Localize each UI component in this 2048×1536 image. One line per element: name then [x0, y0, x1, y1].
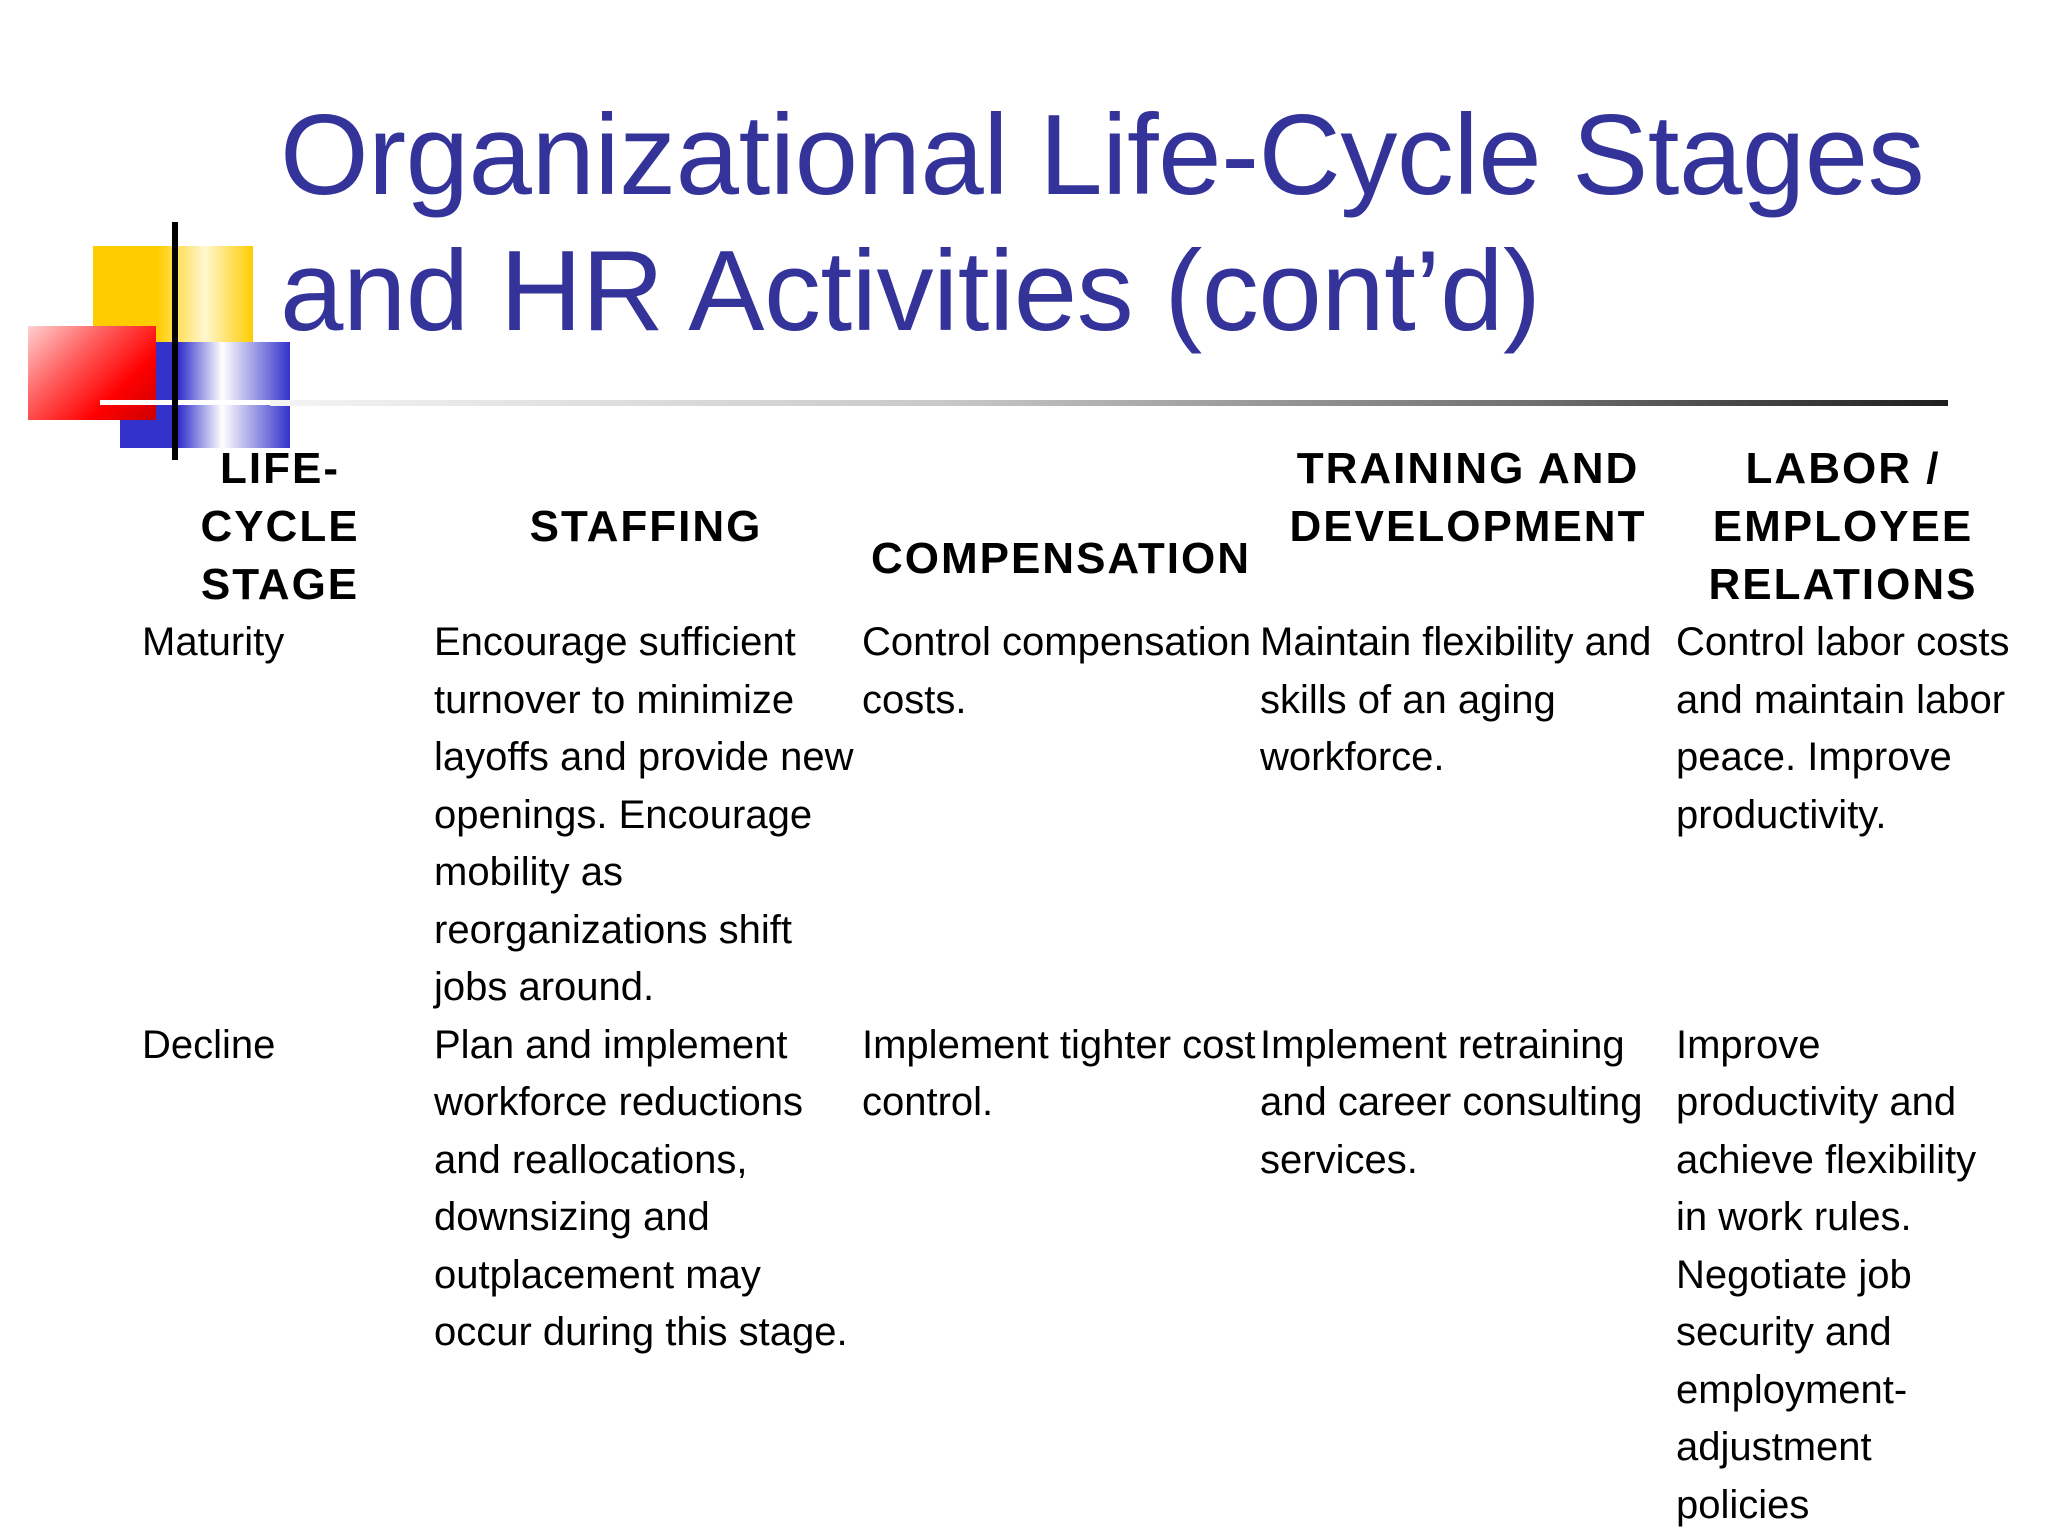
- cell-labor: Control labor costs and maintain labor peace. Improve productivity.: [1676, 620, 2010, 837]
- header-life-cycle-stage: LIFE-CYCLE STAGE: [200, 444, 360, 609]
- cell-training: Implement retraining and career consulting services.: [1260, 1022, 1643, 1182]
- cell-compensation: Control compensation costs.: [862, 620, 1252, 722]
- header-compensation: COMPENSATION: [870, 534, 1252, 583]
- table-row: [130, 1017, 2010, 1535]
- cell-stage: Maturity: [142, 620, 285, 664]
- title-divider: [270, 400, 1948, 406]
- slide-title: [280, 88, 2000, 360]
- logo-red-square: [28, 326, 156, 420]
- cell-labor: Improve productivity and achieve flexibility in work rules. Negotiate job security and employment-adjustment policies: [1676, 1022, 1977, 1527]
- table-row: [130, 614, 2010, 1017]
- cell-stage: Decline: [142, 1022, 276, 1067]
- header-training-development: TRAINING AND DEVELOPMENT: [1289, 444, 1647, 551]
- cell-compensation: Implement tighter cost control.: [862, 1022, 1256, 1124]
- hr-activities-table: [130, 440, 2010, 1534]
- slide-title-line-2: and HR Activities (cont’d): [280, 228, 1541, 355]
- cell-staffing: Plan and implement workforce reductions and reallocations, downsizing and outplacement may occur during this stage.: [434, 1022, 848, 1354]
- slide-title-line-1: Organizational Life-Cycle Stages: [280, 92, 1925, 219]
- header-staffing: STAFFING: [529, 502, 763, 551]
- logo-white-line: [100, 400, 290, 405]
- logo-squares-decoration: [0, 0, 300, 480]
- cell-staffing: Encourage sufficient turnover to minimize layoffs and provide new openings. Encourage mobility as reorganizations shift jobs around.: [434, 620, 854, 1009]
- table-header-row: [130, 440, 2010, 614]
- header-labor-employee-relations: LABOR / EMPLOYEE RELATIONS: [1708, 444, 1978, 609]
- cell-training: Maintain flexibility and skills of an aging workforce.: [1260, 620, 1652, 779]
- logo-black-line: [172, 222, 178, 460]
